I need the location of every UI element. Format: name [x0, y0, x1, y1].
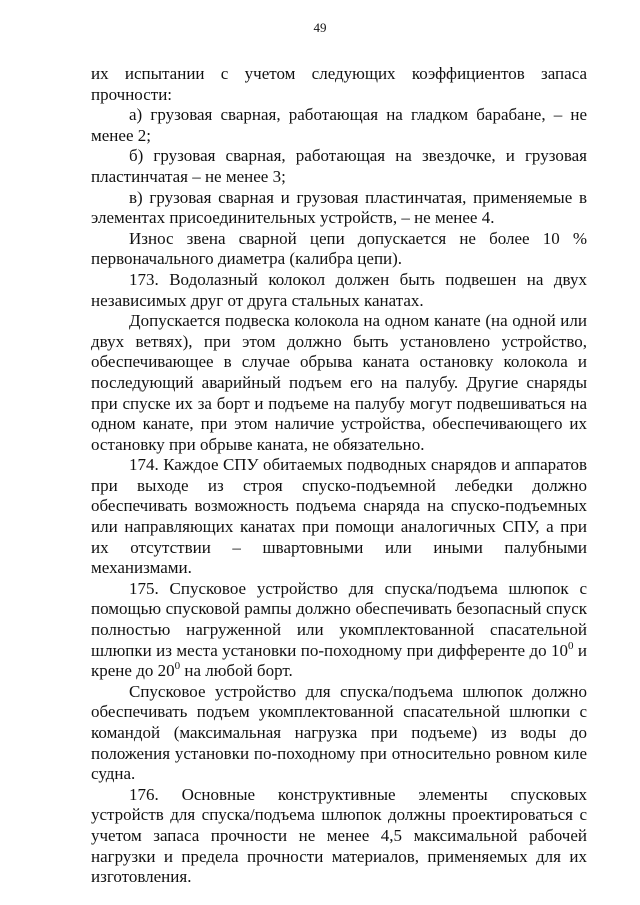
paragraph-launching-lift: Спусковое устройство для спуска/подъема шлюпок должно обеспечивать подъем укомплектованной спасательной шлюпки с командой (максимальная нагрузка при подъеме) из воды до положения установки по-походному при относительно ровном киле судна.: [91, 681, 587, 784]
page-number: 49: [313, 20, 327, 35]
paragraph-173: 173. Водолазный колокол должен быть подвешен на двух независимых друг от друга стальных канатах.: [91, 269, 587, 310]
paragraph-item-b: б) грузовая сварная, работающая на звездочке, и грузовая пластинчатая – не менее 3;: [91, 146, 587, 186]
document-body: [91, 64, 587, 888]
paragraph-175: [91, 579, 587, 682]
paragraph-item-c: в) грузовая сварная и грузовая пластинчатая, применяемые в элементах присоединительных устройств, – не менее 4.: [91, 187, 587, 228]
degree-superscript-heel: 0: [174, 660, 181, 673]
paragraph-176: 176. Основные конструктивные элементы спусковых устройств для спуска/подъема шлюпок должны проектироваться с учетом запаса прочности не менее 4,5 максимальной рабочей нагрузки и предела прочности материалов, применяемых для их изготовления.: [91, 784, 587, 887]
paragraph-175-text-a: 175. Спусковое устройство для спуска/подъема шлюпок с помощью спусковой рампы должно обеспечивать безопасный спуск полностью нагруженной или укомплектованной спасательной шлюпки из места установки по-походному при дифференте до 10: [91, 578, 587, 660]
paragraph-175-text-c: на любой борт.: [180, 661, 293, 681]
paragraph-chain-wear: Износ звена сварной цепи допускается не более 10 % первоначального диаметра (калибра цепи).: [91, 228, 587, 269]
paragraph-174: 174. Каждое СПУ обитаемых подводных снарядов и аппаратов при выходе из строя спуско-подъемной лебедки должно обеспечивать возможность подъема снаряда на спуско-подъемных или направляющих канатах при помощи аналогичных СПУ, а при их отсутствии – швартовными или иными палубными механизмами.: [91, 455, 587, 578]
paragraph-coefficients-intro: их испытании с учетом следующих коэффициентов запаса прочности:: [91, 64, 587, 104]
paragraph-item-a: а) грузовая сварная, работающая на гладком барабане, – не менее 2;: [91, 105, 587, 145]
paragraph-175-text-b: и крене до 20: [91, 640, 587, 681]
paragraph-single-rope: Допускается подвеска колокола на одном канате (на одной или двух ветвях), при этом должно быть установлено устройство, обеспечивающее в случае обрыва каната остановку колокола и последующий аварийный подъем его на палубу. Другие снаряды при спуске их за борт и подъеме на палубу могут подвешиваться на одном канате, при этом наличие устройства, обеспечивающего их остановку при обрыве каната, не обязательно.: [91, 311, 587, 454]
degree-superscript-trim: 0: [568, 639, 574, 652]
